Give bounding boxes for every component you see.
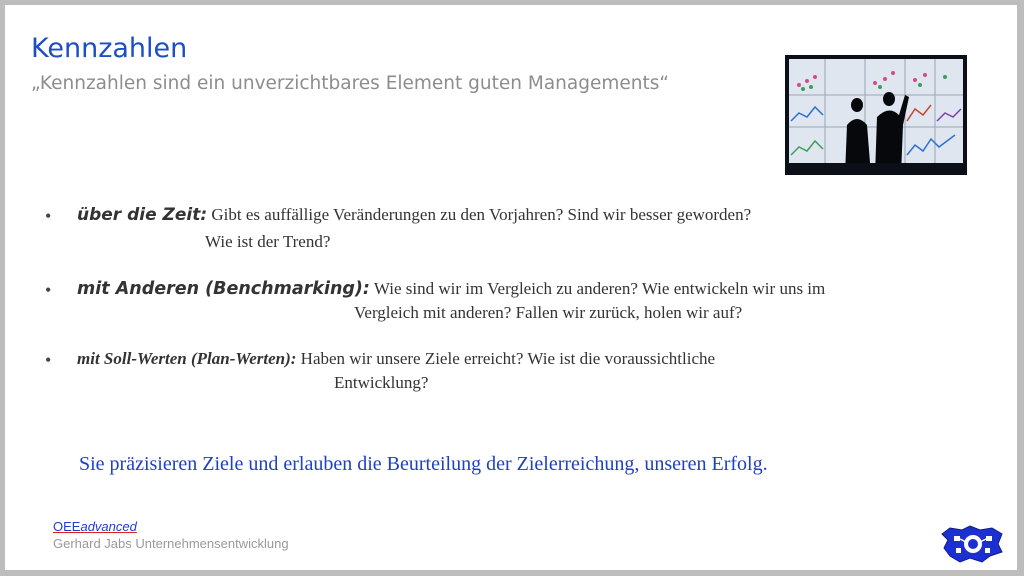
company-logo (940, 522, 1006, 564)
bullet-label: mit Soll-Werten (Plan-Werten): (77, 349, 297, 368)
bullet-label: mit Anderen (Benchmarking): (77, 279, 370, 299)
bullet-text-continuation: Vergleich mit anderen? Fallen wir zurück, holen wir auf? (354, 303, 743, 322)
summary-statement: Sie präzisieren Ziele und erlauben die Beurteilung der Zielerreichung, unseren Erfolg. (79, 453, 768, 475)
bullet-marker: • (45, 206, 52, 226)
brand-link[interactable] (53, 519, 137, 534)
company-name: Gerhard Jabs Unternehmensentwicklung (53, 536, 289, 551)
brand-prefix: OEE (53, 519, 81, 534)
slide-title: Kennzahlen (31, 33, 188, 64)
bullet-text: Gibt es auffällige Veränderungen zu den Vorjahren? Sind wir besser geworden? (207, 205, 752, 224)
bullet-item-benchmarking (77, 279, 825, 299)
slide-quote: „Kennzahlen sind ein unverzichtbares Element guten Managements“ (31, 73, 669, 94)
slide (5, 5, 1017, 570)
bullet-marker: • (45, 350, 52, 370)
brand-suffix: advanced (80, 519, 137, 534)
bullet-item-targets (77, 349, 715, 369)
bullet-text: Wie sind wir im Vergleich zu anderen? Wie entwickeln wir uns im (369, 279, 826, 298)
bullet-item-time (77, 205, 751, 225)
data-wall-photo (785, 55, 967, 175)
bullet-label: über die Zeit: (77, 205, 208, 225)
bullet-text: Haben wir unsere Ziele erreicht? Wie ist die voraussichtliche (296, 349, 716, 368)
bullet-marker: • (45, 280, 52, 300)
bullet-text-continuation: Entwicklung? (334, 373, 429, 392)
bullet-text-continuation: Wie ist der Trend? (205, 232, 331, 251)
